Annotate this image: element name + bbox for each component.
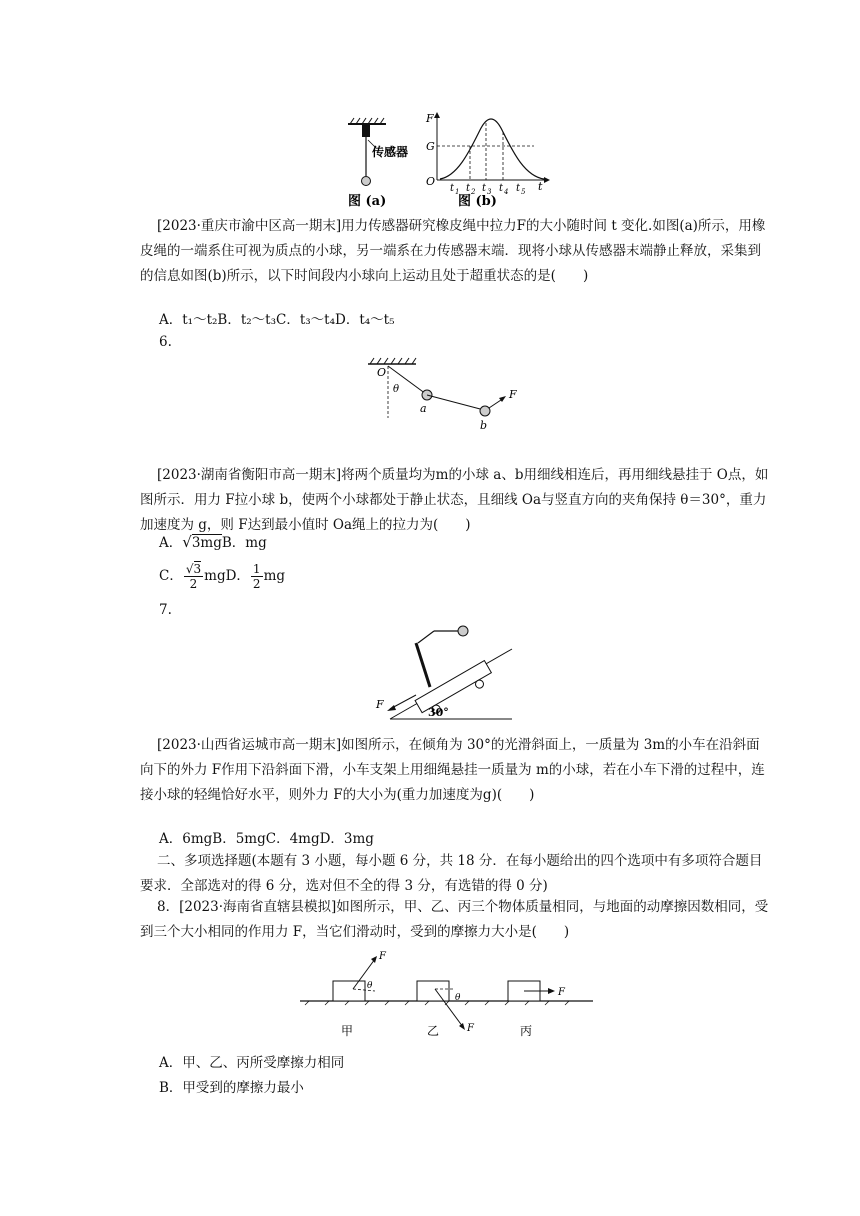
svg-text:θ: θ [367,981,373,991]
svg-text:F: F [467,1023,474,1034]
figure-q7 [370,625,520,725]
tick-t5: t [516,183,521,194]
figure-q6 [360,354,540,464]
svg-text:30°: 30° [428,706,449,719]
tick-t2: t [466,183,471,194]
svg-text:a: a [420,402,427,415]
question-8-text: 8．[2023·海南省直辖县模拟]如图所示，甲、乙、丙三个物体质量相同，与地面的动摩擦因数相同，受到三个大小相同的作用力 F，当它们滑动时，受到的摩擦力大小是( ) [140,899,769,940]
question-5-options: A．t₁～t₂B．t₂～t₃C．t₃～t₄D．t₄～t₅ [159,312,395,328]
caption-a: 图 (a) [348,194,387,209]
label-yi: 乙 [427,1024,440,1038]
tick-t1: t [450,183,455,194]
svg-text:b: b [480,419,488,432]
tick-t4: t [499,183,504,194]
svg-text:5: 5 [521,188,526,196]
block-jia [333,981,365,1001]
force-curve [440,119,544,179]
svg-text:2: 2 [471,188,476,196]
svg-text:G: G [426,140,435,153]
hanging-ball [458,626,468,636]
svg-text:θ: θ [455,993,461,1003]
svg-text:F: F [509,388,517,401]
svg-text:1: 1 [455,188,460,196]
question-7-number: 7. [159,602,172,618]
block-yi [417,981,449,1001]
figure-q5 [340,110,560,210]
question-6-options-cd: C． $\frac{√3}{2}$ mgD． $\frac{1}{2}$ mg [159,562,286,591]
svg-text:O: O [377,366,387,379]
figure-q8 [295,945,595,1045]
svg-text:F: F [379,951,386,962]
svg-text:O: O [426,175,436,188]
question-7-text: [2023·山西省运城市高一期末]如图所示，在倾角为 30°的光滑斜面上，一质量为 3m的小车在沿斜面向下的外力 F作用下沿斜面下滑，小车支架上用细绳悬挂一质量为 m的小球，若在小车下滑的过程中，连接小球的轻绳恰好水平，则外力 F的大小为(重力加速度为g)( ) [140,737,765,803]
question-6-text: [2023·湖南省衡阳市高一期末]将两个质量均为m的小球 a、b用细线相连后，再用细线悬挂于 O点，如图所示．用力 F拉小球 b，使两个小球都处于静止状态，且细线 Oa与竖直方向的夹角保持 θ＝30°，重力加速度为 g，则 F达到最小值时 Oa绳上的拉力为( ) [140,467,769,533]
question-8-option-b: B．甲受到的摩擦力最小 [159,1080,304,1096]
sensor-block [362,125,370,137]
svg-text:F: F [426,112,434,125]
question-6-options-ab: A．√3mgB．mg [159,533,267,551]
sensor-label: 传感器 [372,145,409,159]
tick-t3: t [482,183,487,194]
caption-b: 图 (b) [458,194,497,209]
svg-text:t: t [538,180,543,193]
svg-text:4: 4 [504,188,509,196]
svg-text:θ: θ [393,384,400,395]
svg-text:F: F [558,987,565,998]
ball [362,177,371,186]
ball-b [480,406,490,416]
question-6-number: 6. [159,334,172,350]
question-8-option-a: A．甲、乙、丙所受摩擦力相同 [159,1055,345,1071]
svg-text:F: F [376,698,384,711]
question-7-options: A．6mgB．5mgC．4mgD．3mg [159,831,374,847]
section-2-heading: 二、多项选择题(本题有 3 小题，每小题 6 分，共 18 分．在每小题给出的四个选项中有多项符合题目要求．全部选对的得 6 分，选对但不全的得 3 分，有选错的得 0 分) [140,853,763,894]
label-jia: 甲 [341,1024,354,1038]
svg-text:3: 3 [487,188,492,196]
label-bing: 丙 [520,1024,533,1038]
question-5-text: [2023·重庆市渝中区高一期末]用力传感器研究橡皮绳中拉力F的大小随时间 t 变化.如图(a)所示，用橡皮绳的一端系住可视为质点的小球，另一端系在力传感器末端．现将小球从传感器末端静止释放，采集到的信息如图(b)所示，以下时间段内小球向上运动且处于超重状态的是( ) [140,218,766,284]
